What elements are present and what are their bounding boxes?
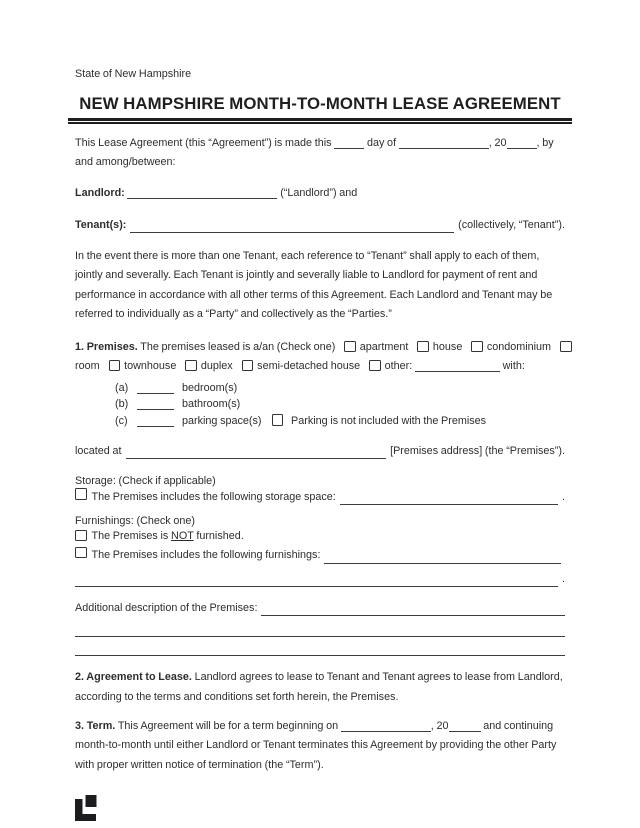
year-blank[interactable] [507,135,537,149]
title-rule-thick [68,118,572,121]
agreement-to-lease-body: Landlord agrees to lease to Tenant and Tenant agrees to lease from Landlord, according to the terms and conditions set forth herein, the Premises. [75,671,563,703]
premises-lead: The premises leased is a/an (Check one) [140,341,336,354]
joint-liability-paragraph: In the event there is more than one Tenant, each reference to “Tenant” shall apply to each of them, jointly and severally. Each Tenant is jointly and severally liable to Landlord for payment of rent and performance in accordance with all other terms of this Agreement. Each Landlord and Tenant may be referred to individually as a “Party” and collectively as the “Parties.” [75,249,553,320]
term-text-1: This Agreement will be for a term beginning on [117,719,339,732]
list-item-bedrooms [115,380,565,397]
option-condominium-label: condominium [486,341,552,354]
checkbox-townhouse[interactable] [109,360,121,372]
premises-options-line-1 [75,338,565,357]
agreement-to-lease-paragraph [75,668,565,707]
checkbox-apartment[interactable] [344,341,356,353]
storage-option-label: The Premises includes the following storage space: [91,490,336,503]
list-item-parking [115,413,565,430]
landlord-name-blank[interactable] [127,185,277,199]
tenant-after: (collectively, “Tenant”). [458,218,565,231]
parking-blank[interactable] [137,413,174,427]
premises-heading: 1. Premises. [75,341,138,354]
premises-section [75,338,565,656]
bathrooms-label: bathroom(s) [182,398,241,411]
additional-description-line [75,599,565,618]
storage-end-period: . [562,490,565,503]
premises-address-blank[interactable] [126,444,387,459]
bathrooms-blank[interactable] [137,396,174,410]
tenant-name-blank[interactable] [130,218,454,233]
title-rule-thin [68,122,572,124]
additional-description-blank-2[interactable] [75,618,565,637]
state-label: State of New Hampshire [75,68,192,80]
term-text-2: , 20 [430,719,449,732]
intro-text-4: , by and among/between: [75,136,554,169]
intro-paragraph [75,134,565,173]
furnished-option-line [75,546,565,565]
checkbox-no-parking[interactable] [272,414,284,426]
option-apartment-label: apartment [359,341,409,354]
intro-text-3: , 20 [488,136,507,149]
option-other-label: other: [384,360,413,373]
no-parking-note: Parking is not included with the Premises [291,414,487,427]
furnishings-heading: Furnishings: (Check one) [75,515,196,528]
page-title: NEW HAMPSHIRE MONTH-TO-MONTH LEASE AGREEMENT [79,94,561,113]
storage-space-blank[interactable] [340,490,558,505]
intro-text-2: day of [366,136,397,149]
checkbox-condominium[interactable] [471,341,483,353]
landlord-after: (“Landlord”) and [280,187,358,200]
legal-templates-logo [75,795,565,824]
furnishings-continuation-line [75,570,565,589]
agreement-to-lease-heading: 2. Agreement to Lease. [75,671,192,684]
furnishings-end-period: . [562,572,565,585]
parking-label: parking space(s) [182,414,262,427]
checkbox-not-furnished[interactable] [75,530,87,542]
storage-option-line [75,488,565,507]
not-furnished-word: NOT [171,530,194,543]
term-year-blank[interactable] [449,718,481,732]
legal-templates-logo-icon [75,795,99,821]
month-blank[interactable] [399,135,489,149]
premises-detail-list [115,380,565,430]
intro-text-1: This Lease Agreement (this “Agreement”) is made this [75,136,332,149]
landlord-line [75,184,565,203]
term-text-3: and continuing month-to-month until either Landlord or Tenant terminates this Agreement by providing the other Party with proper written notice of termination (the “Term”). [75,719,557,771]
storage-heading: Storage: (Check if applicable) [75,474,216,487]
not-furnished-pre: The Premises is [91,530,169,543]
premises-options-line-2 [75,357,565,376]
located-line [75,442,565,461]
located-after: [Premises address] (the “Premises”). [390,444,565,457]
option-room-label: room [75,360,100,373]
bedrooms-label: bedroom(s) [182,381,238,394]
not-furnished-line [75,527,565,546]
tenant-line [75,216,565,235]
furnishings-blank-2[interactable] [75,572,558,587]
additional-description-blank-3[interactable] [75,637,565,656]
item-a-key: (a) [115,381,129,394]
furnishings-blank-1[interactable] [324,549,561,564]
option-townhouse-label: townhouse [124,360,177,373]
option-house-label: house [432,341,463,354]
term-start-date-blank[interactable] [341,718,431,732]
checkbox-house[interactable] [417,341,429,353]
term-paragraph [75,717,565,775]
option-duplex-label: duplex [200,360,233,373]
day-blank[interactable] [334,135,364,149]
tenant-label: Tenant(s): [75,218,127,231]
option-semi-detached-label: semi-detached house [257,360,361,373]
other-blank[interactable] [415,358,500,372]
document-title-block [68,94,572,124]
checkbox-other[interactable] [369,360,381,372]
item-c-key: (c) [115,414,128,427]
checkbox-storage[interactable] [75,488,87,500]
checkbox-room[interactable] [560,341,572,353]
checkbox-furnished[interactable] [75,547,87,559]
not-furnished-post: furnished. [196,530,244,543]
checkbox-duplex[interactable] [185,360,197,372]
list-item-bathrooms [115,396,565,413]
located-label: located at [75,444,122,457]
bedrooms-blank[interactable] [137,380,174,394]
furnished-option-label: The Premises includes the following furnishings: [91,549,321,562]
term-heading: 3. Term. [75,719,116,732]
item-b-key: (b) [115,398,129,411]
checkbox-semi-detached[interactable] [242,360,254,372]
with-label: with: [502,360,525,373]
additional-description-label: Additional description of the Premises: [75,602,258,615]
additional-description-blank-1[interactable] [261,601,565,616]
landlord-label: Landlord: [75,187,125,200]
